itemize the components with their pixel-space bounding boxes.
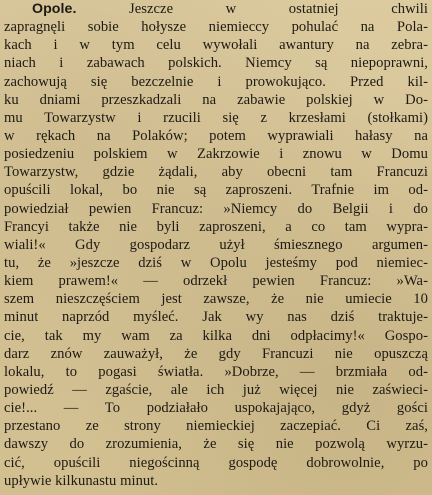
article-line-5: zachowują się bezczelnie i prowokująco. Przed kil- [4,73,428,90]
article-line-26: cić, opuścili niegościnną gospodę dobrowolnie, po [4,454,428,471]
article-body [4,0,428,493]
article-line-23: cie!... — To podziałało uspokajająco, gdyż gości [4,400,428,417]
article-line-3: kach i w tym celu wywołali awantury na zebra- [4,37,428,54]
article-line-21: lokalu, to pogasi światła. »Dobrze, — brzmiała od- [4,363,428,380]
article-line-15: tu, że »jeszcze dziś w Opolu jesteśmy pod niemiec- [4,254,428,271]
article-line-17: szem nieszczęściem jest zawsze, że nie umiecie 10 [4,291,428,308]
article-line-20: darz znów zauważył, że gdy Francuzi nie opuszczą [4,345,428,362]
article-line-19: cie, tak my wam za kilka dni odpłacimy!« Gospo- [4,327,428,344]
article-line-18: minut naprzód myśleć. Jak wy nas dziś traktuje- [4,309,428,326]
article-line-1-text: Jeszcze w ostatniej chwili [129,1,428,17]
article-line-27: upływie kilkunastu minut. [4,472,159,489]
article-line-16: kiem prawem!« — odrzekł pewien Francuz: »Wa- [4,273,428,290]
article-line-14: wiali!« Gdy gospodarz użył śmiesznego argumen- [4,236,428,253]
article-line-24: przestano ze strony niemieckiej zaczepiać. Ci zaś, [4,418,428,435]
article-line-1 [4,0,428,18]
article-line-10: Towarzystw, gdzie żądali, aby obecni tam Francuzi [4,164,428,181]
article-line-22: powiedź — zgaście, ale ich już więcej nie zaświeci- [4,381,428,398]
article-line-2: zapragnęli sobie hołysze niemieccy pohulać na Pola- [4,19,428,36]
article-line-13: Francyi także nie byli zaproszeni, a co tam wypra- [4,218,428,235]
article-line-11: opuścili lokal, bo nie są zaproszeni. Trafnie im od- [4,182,428,199]
article-line-6: ku dniami przeszkadzali na zabawie polskiej w Do- [4,91,428,108]
article-lead-word: Opole. [32,1,77,17]
article-line-25: dawszy do zrozumienia, że się nie pozwolą wyrzu- [4,436,428,453]
article-line-12: powiedział pewien Francuz: »Niemcy do Belgii i do [4,200,428,217]
article-line-8: w rękach na Polaków; potem wyprawiali hałasy na [4,127,428,144]
article-line-7: mu Towarzystw i rzucili się z krzesłami (stołkami) [4,109,428,126]
article-line-4: niach i zabawach polskich. Niemcy są niepoprawni, [4,55,428,72]
article-line-9: posiedzeniu polskiem w Zakrzowie i znowu w Domu [4,146,428,163]
